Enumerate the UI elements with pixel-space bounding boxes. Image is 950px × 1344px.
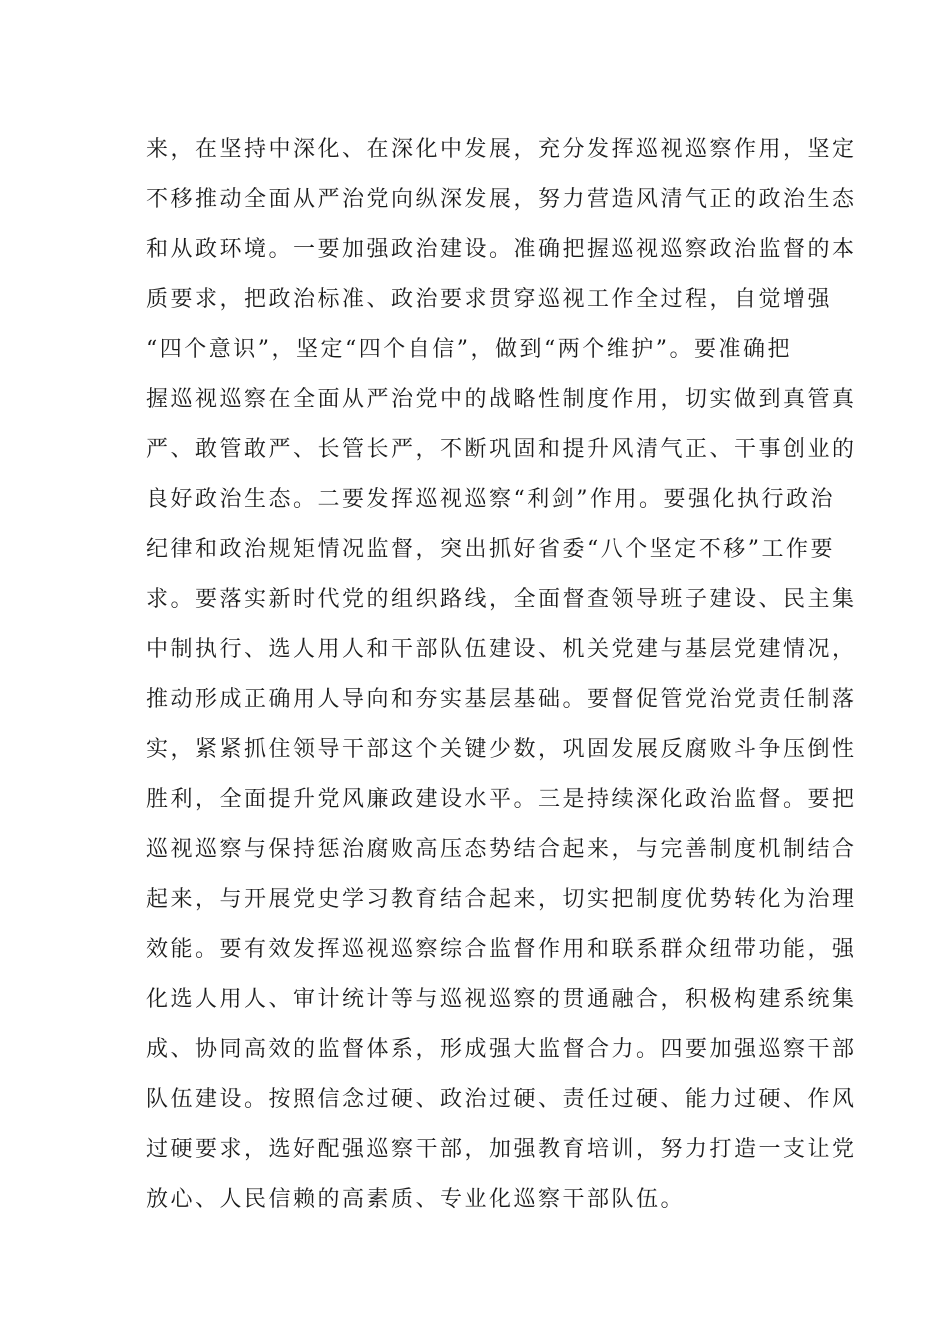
text-line: 求。要落实新时代党的组织路线，全面督查领导班子建设、民主集 bbox=[146, 587, 857, 612]
text-line: 纪律和政治规矩情况监督，突出抓好省委“八个坚定不移”工作要 bbox=[146, 537, 835, 562]
text-line: 质要求，把政治标准、政治要求贯穿巡视工作全过程，自觉增强 bbox=[146, 287, 833, 312]
text-line: 起来，与开展党史学习教育结合起来，切实把制度优势转化为治理 bbox=[146, 887, 857, 912]
text-line: 和从政环境。一要加强政治建设。准确把握巡视巡察政治监督的本 bbox=[146, 237, 857, 262]
text-line: 成、协同高效的监督体系，形成强大监督合力。四要加强巡察干部 bbox=[146, 1037, 857, 1062]
text-line: 过硬要求，选好配强巡察干部，加强教育培训，努力打造一支让党 bbox=[146, 1137, 857, 1162]
text-line: 队伍建设。按照信念过硬、政治过硬、责任过硬、能力过硬、作风 bbox=[146, 1087, 857, 1112]
text-line: 效能。要有效发挥巡视巡察综合监督作用和联系群众纽带功能，强 bbox=[146, 937, 857, 962]
text-line: 握巡视巡察在全面从严治党中的战略性制度作用，切实做到真管真 bbox=[146, 387, 857, 412]
text-line: 化选人用人、审计统计等与巡视巡察的贯通融合，积极构建系统集 bbox=[146, 987, 857, 1012]
text-line: 推动形成正确用人导向和夯实基层基础。要督促管党治党责任制落 bbox=[146, 687, 857, 712]
text-line: 严、敢管敢严、长管长严，不断巩固和提升风清气正、干事创业的 bbox=[146, 437, 857, 462]
text-line: 实，紧紧抓住领导干部这个关键少数，巩固发展反腐败斗争压倒性 bbox=[146, 737, 857, 762]
text-line: 巡视巡察与保持惩治腐败高压态势结合起来，与完善制度机制结合 bbox=[146, 837, 857, 862]
text-line: 来，在坚持中深化、在深化中发展，充分发挥巡视巡察作用，坚定 bbox=[146, 137, 857, 162]
text-line: 放心、人民信赖的高素质、专业化巡察干部队伍。 bbox=[146, 1187, 686, 1212]
text-line: “四个意识”，坚定“四个自信”，做到“两个维护”。要准确把 bbox=[146, 337, 792, 362]
text-line: 良好政治生态。二要发挥巡视巡察“利剑”作用。要强化执行政治 bbox=[146, 487, 835, 512]
text-line: 胜利，全面提升党风廉政建设水平。三是持续深化政治监督。要把 bbox=[146, 787, 857, 812]
text-line: 不移推动全面从严治党向纵深发展，努力营造风清气正的政治生态 bbox=[146, 187, 857, 212]
text-line: 中制执行、选人用人和干部队伍建设、机关党建与基层党建情况， bbox=[146, 637, 857, 662]
